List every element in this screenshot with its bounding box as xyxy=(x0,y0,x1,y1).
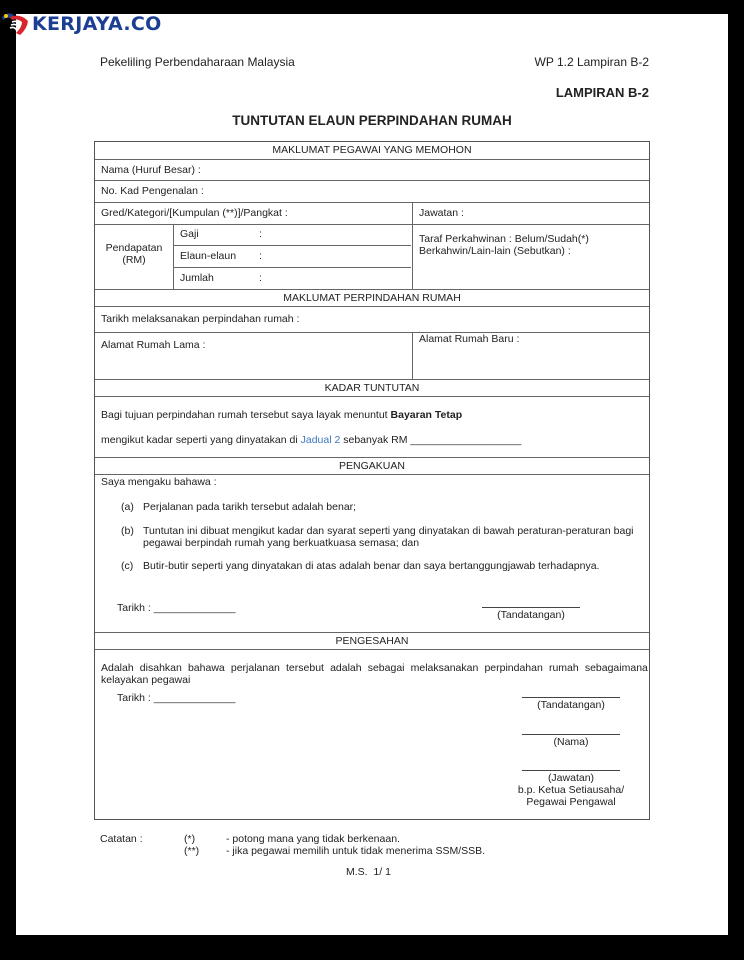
colon: : xyxy=(259,250,262,262)
malaysia-flag-icon xyxy=(0,11,30,37)
colon: : xyxy=(259,272,262,284)
field-marital-other[interactable]: Berkahwin/Lain-lain (Sebutkan) : xyxy=(419,245,571,257)
officer-bp-label: b.p. Ketua Setiausaha/ xyxy=(517,784,625,796)
officer-position-label: (Jawatan) xyxy=(547,772,595,784)
officer-title-label: Pegawai Pengawal xyxy=(526,796,616,808)
section-declaration-title: PENGAKUAN xyxy=(339,460,405,472)
circular-reference: WP 1.2 Lampiran B-2 xyxy=(534,55,649,69)
field-marital-status[interactable]: Taraf Perkahwinan : Belum/Sudah(*) xyxy=(419,233,589,245)
section-applicant-title: MAKLUMAT PEGAWAI YANG MEMOHON xyxy=(272,144,472,156)
officer-name-label: (Nama) xyxy=(553,736,589,748)
jadual-2-link[interactable]: Jadual 2 xyxy=(300,434,341,446)
field-gred[interactable]: Gred/Kategori/[Kumpulan (**)]/Pangkat : xyxy=(101,207,288,219)
declaration-marker: (a) xyxy=(121,501,134,513)
page-number: M.S. 1/ 1 xyxy=(346,866,391,878)
declaration-item-a: Perjalanan pada tarikh tersebut adalah benar; xyxy=(143,501,357,513)
rate-text-line2 xyxy=(101,434,521,446)
note-marker: (*) xyxy=(184,833,196,845)
field-elaun[interactable]: Elaun-elaun xyxy=(180,250,237,262)
field-gaji[interactable]: Gaji xyxy=(180,228,199,240)
rate-text-line1 xyxy=(101,409,462,421)
declaration-item-b: Tuntutan ini dibuat mengikut kadar dan syarat seperti yang dinyatakan di bawah peraturan-peraturan bagi xyxy=(143,525,634,537)
lampiran-label: LAMPIRAN B-2 xyxy=(555,85,649,100)
verification-text: Adalah disahkan bahawa perjalanan tersebut adalah sebagai melaksanakan perpindahan rumah sebagaimana xyxy=(101,662,648,674)
officer-name-line[interactable] xyxy=(522,734,620,735)
fixed-payment-label: Bayaran Tetap xyxy=(390,409,463,421)
verification-text-cont: kelayakan pegawai xyxy=(101,674,191,686)
declaration-marker: (b) xyxy=(121,525,134,537)
colon: : xyxy=(259,228,262,240)
officer-signature-line[interactable] xyxy=(522,697,620,698)
income-label-text: Pendapatan xyxy=(105,242,163,254)
rate-text: mengikut kadar seperti yang dinyatakan di xyxy=(101,434,301,446)
circular-title: Pekeliling Perbendaharaan Malaysia xyxy=(100,55,295,69)
declaration-intro: Saya mengaku bahawa : xyxy=(101,476,217,488)
form-title: TUNTUTAN ELAUN PERPINDAHAN RUMAH xyxy=(232,113,512,128)
officer-signature-label: (Tandatangan) xyxy=(537,699,605,711)
income-currency: (RM) xyxy=(122,254,146,266)
field-moving-date[interactable]: Tarikh melaksanakan perpindahan rumah : xyxy=(101,313,300,325)
field-jawatan[interactable]: Jawatan : xyxy=(419,207,464,219)
amount-field[interactable]: sebanyak RM ___________________ xyxy=(340,434,522,446)
brand-name: KERJAYA.CO xyxy=(32,13,162,35)
declaration-item-b-cont: pegawai berpindah rumah yang berkuatkuasa semasa; dan xyxy=(143,537,420,549)
declaration-date-field[interactable]: Tarikh : ______________ xyxy=(117,602,236,614)
field-jumlah[interactable]: Jumlah xyxy=(180,272,214,284)
income-label xyxy=(95,242,173,266)
note-text: - jika pegawai memilih untuk tidak menerima SSM/SSB. xyxy=(226,845,486,857)
field-old-address[interactable]: Alamat Rumah Lama : xyxy=(101,339,206,351)
section-moving-title: MAKLUMAT PERPINDAHAN RUMAH xyxy=(283,292,461,304)
signature-label: (Tandatangan) xyxy=(497,609,565,621)
field-nama[interactable]: Nama (Huruf Besar) : xyxy=(101,164,201,176)
notes-label: Catatan : xyxy=(100,833,143,845)
field-ic-number[interactable]: No. Kad Pengenalan : xyxy=(101,185,204,197)
verification-date-field[interactable]: Tarikh : ______________ xyxy=(117,692,236,704)
rate-text: Bagi tujuan perpindahan rumah tersebut saya layak menuntut xyxy=(101,409,391,421)
note-text: - potong mana yang tidak berkenaan. xyxy=(226,833,400,845)
section-verification-title: PENGESAHAN xyxy=(335,635,409,647)
claim-form xyxy=(94,141,650,820)
declaration-marker: (c) xyxy=(121,560,134,572)
signature-line[interactable] xyxy=(482,607,580,608)
section-rate-title: KADAR TUNTUTAN xyxy=(324,382,420,394)
declaration-item-c: Butir-butir seperti yang dinyatakan di atas adalah benar dan saya bertanggungjawab terhadapnya. xyxy=(143,560,600,572)
field-new-address[interactable]: Alamat Rumah Baru : xyxy=(419,333,520,345)
note-marker: (**) xyxy=(184,845,200,857)
officer-position-line[interactable] xyxy=(522,770,620,771)
kerjaya-logo xyxy=(0,10,162,38)
